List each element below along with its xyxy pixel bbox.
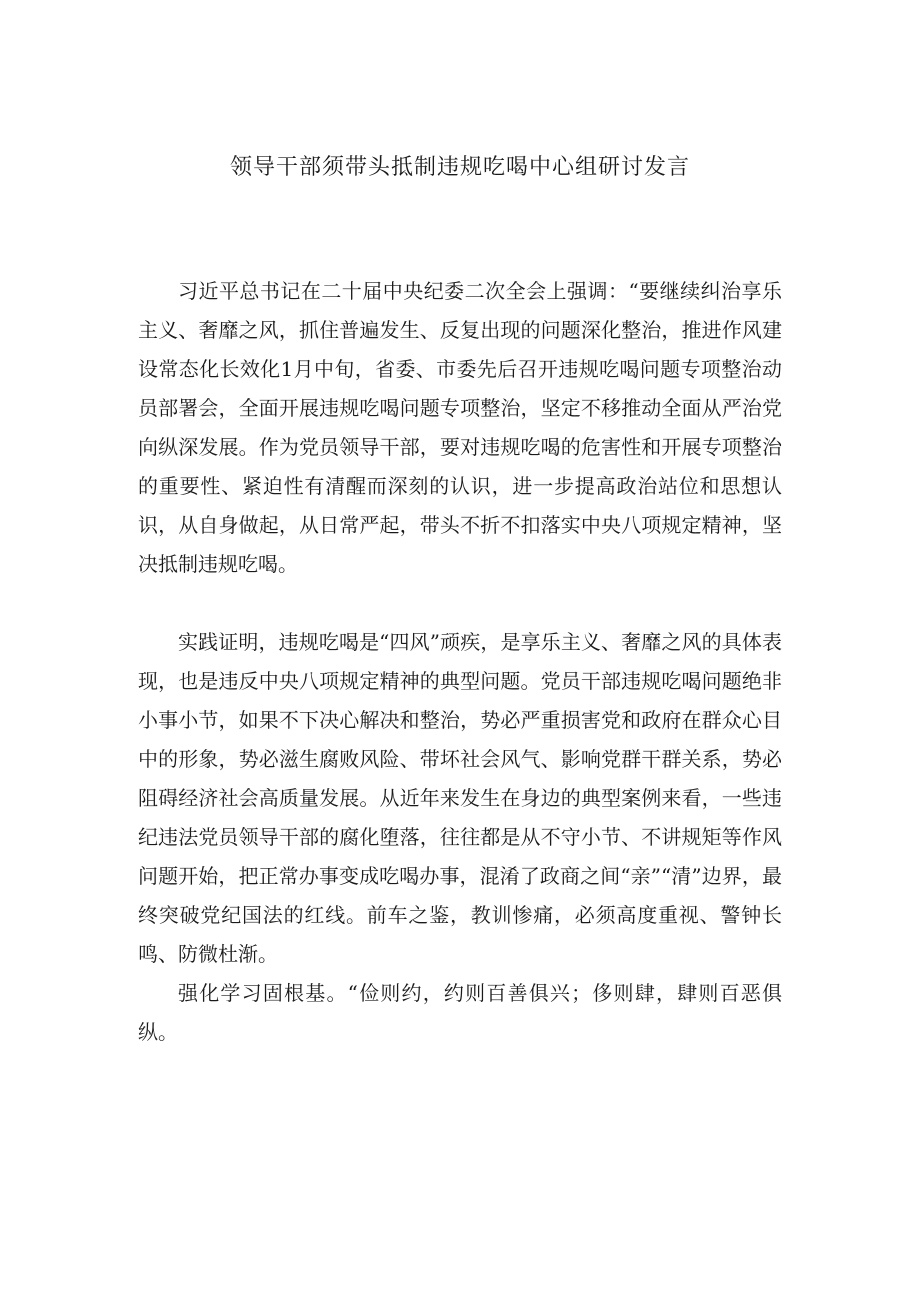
paragraph-3: 强化学习固根基。“俭则约，约则百善俱兴；侈则肆，肆则百恶俱纵。 [138,981,782,1044]
document-title: 领导干部须带头抵制违规吃喝中心组研讨发言 [229,155,690,180]
document-body [138,272,782,1052]
paragraph-2: 实践证明，违规吃喝是“四风”顽疾，是享乐主义、奢靡之风的具体表现，也是违反中央八项规定精神的典型问题。党员干部违规吃喝问题绝非小事小节，如果不下决心解决和整治，势必严重损害党和政府在群众心目中的形象，势必滋生腐败风险、带坏社会风气、影响党群干群关系，势必阻碍经济社会高质量发展。从近年来发生在身边的典型案例来看，一些违纪违法党员领导干部的腐化堕落，往往都是从不守小节、不讲规矩等作风问题开始，把正常办事变成吃喝办事，混淆了政商之间“亲”“清”边界，最终突破党纪国法的红线。前车之鉴，教训惨痛，必须高度重视、警钟长鸣、防微杜渐。 [138,630,782,966]
paragraph-1: 习近平总书记在二十届中央纪委二次全会上强调：“要继续纠治享乐主义、奢靡之风，抓住普遍发生、反复出现的问题深化整治，推进作风建设常态化长效化1月中旬，省委、市委先后召开违规吃喝问题专项整治动员部署会，全面开展违规吃喝问题专项整治，坚定不移推动全面从严治党向纵深发展。作为党员领导干部，要对违规吃喝的危害性和开展专项整治的重要性、紧迫性有清醒而深刻的认识，进一步提高政治站位和思想认识，从自身做起，从日常严起，带头不折不扣落实中央八项规定精神，坚决抵制违规吃喝。 [138,279,782,576]
